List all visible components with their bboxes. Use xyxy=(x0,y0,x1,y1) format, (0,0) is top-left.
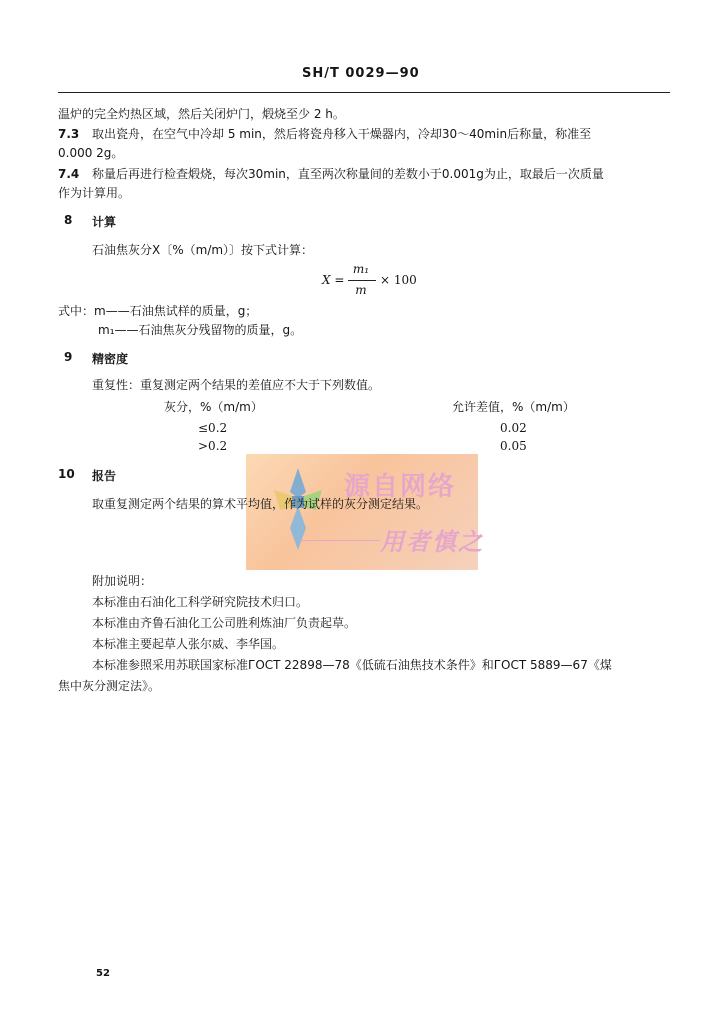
section-7-3-number: 7.3 xyxy=(58,127,80,141)
table-header-ash: 灰分，%（m/m） xyxy=(164,400,263,414)
table-row-2-range: >0.2 xyxy=(198,439,228,453)
section-9-number: 9 xyxy=(64,350,73,364)
watermark-text-line1: 源自网络 xyxy=(344,472,457,502)
section-7-4-number: 7.4 xyxy=(58,167,80,181)
section-7-4-text: 称量后再进行检查煅烧，每次30min，直至两次称量间的差数小于0.001g为止，取最后一次质量 xyxy=(92,167,604,181)
formula-denominator: m xyxy=(355,283,367,297)
table-row-1-range: ≤0.2 xyxy=(198,421,228,435)
table-header-allowed-diff: 允许差值，%（m/m） xyxy=(452,400,575,414)
note-4-cont: 焦中灰分测定法》。 xyxy=(58,679,161,693)
formula-numerator: m₁ xyxy=(352,262,370,276)
formula-lhs: X = xyxy=(322,273,345,287)
header-rule xyxy=(58,92,670,93)
section-7-3-text-cont: 0.000 2g。 xyxy=(58,146,124,160)
formula-rhs: × 100 xyxy=(380,273,417,287)
section-8-title: 计算 xyxy=(92,215,117,229)
note-3: 本标准主要起草人张尔威、李华国。 xyxy=(92,637,285,651)
repeatability-statement: 重复性：重复测定两个结果的差值应不大于下列数值。 xyxy=(92,378,381,392)
table-row-1-diff: 0.02 xyxy=(500,421,527,435)
section-7-3-text: 取出瓷舟，在空气中冷却 5 min，然后将瓷舟移入干燥器内，冷却30～40min后称量，称准至 xyxy=(92,127,592,141)
where-m: 式中：m——石油焦试样的质量，g； xyxy=(58,304,258,318)
section-7-4-text-cont: 作为计算用。 xyxy=(58,186,131,200)
where-m1: m₁——石油焦灰分残留物的质量，g。 xyxy=(98,323,303,337)
formula-fraction-bar xyxy=(348,280,376,281)
standard-code-header: SH/T 0029—90 xyxy=(302,66,420,81)
watermark-underline xyxy=(300,540,380,541)
note-1: 本标准由石油化工科学研究院技术归口。 xyxy=(92,595,309,609)
note-4: 本标准参照采用苏联国家标准ГОСТ 22898—78《低硫石油焦技术条件》和ГОСТ 5889—67《煤 xyxy=(92,658,612,672)
section-10-number: 10 xyxy=(58,467,75,481)
table-row-2-diff: 0.05 xyxy=(500,439,527,453)
section-10-text: 取重复测定两个结果的算术平均值，作为试样的灰分测定结果。 xyxy=(92,497,429,511)
notes-title: 附加说明： xyxy=(92,574,153,588)
note-2: 本标准由齐鲁石油化工公司胜利炼油厂负责起草。 xyxy=(92,616,357,630)
section-8-number: 8 xyxy=(64,213,73,227)
section-8-intro: 石油焦灰分X〔%（m/m）〕按下式计算： xyxy=(92,243,314,257)
section-9-title: 精密度 xyxy=(92,352,129,366)
watermark-text-line2: 用者慎之 xyxy=(380,528,484,556)
continued-paragraph: 温炉的完全灼热区域，然后关闭炉门，煅烧至少 2 h。 xyxy=(58,107,345,121)
page-number: 52 xyxy=(96,968,110,979)
section-10-title: 报告 xyxy=(92,469,117,483)
